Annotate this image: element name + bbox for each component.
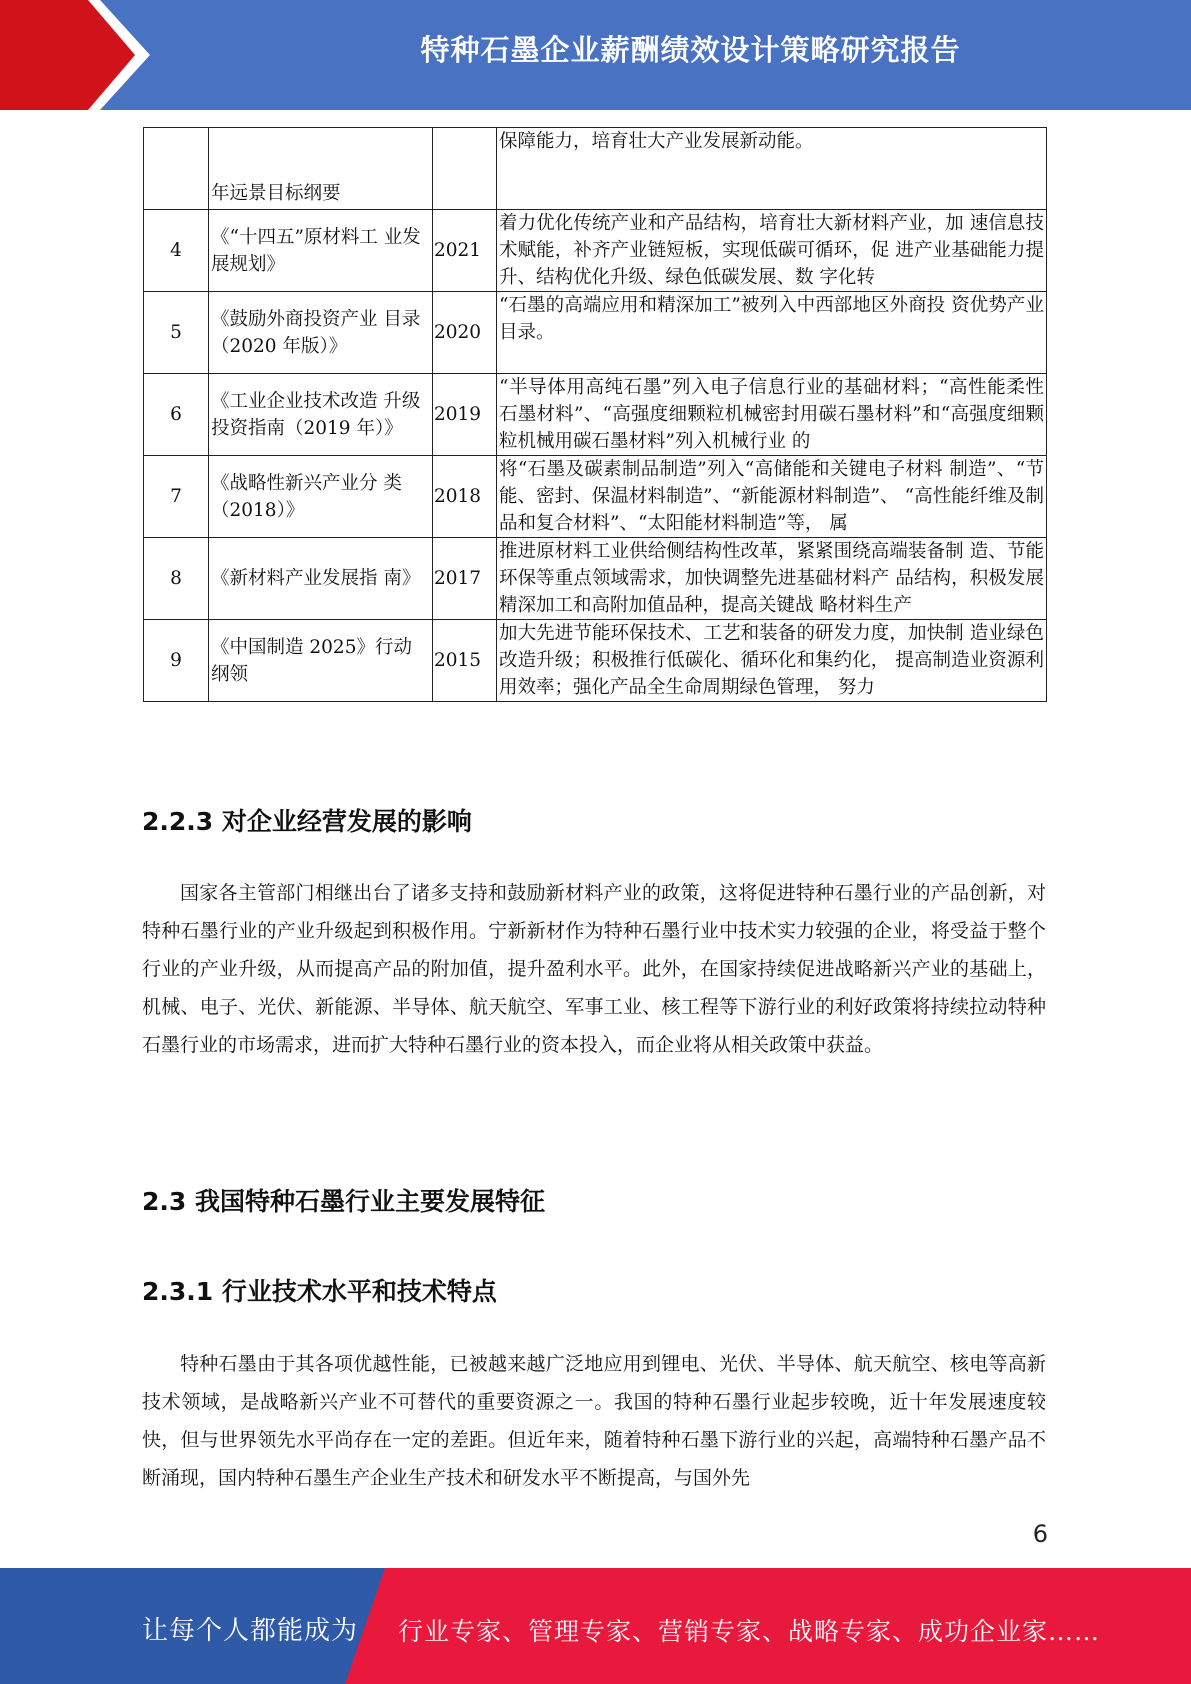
table-row (144, 128, 1047, 210)
table-cell-desc (497, 456, 1047, 538)
table-cell-num (144, 292, 209, 374)
table-cell-year (433, 292, 497, 374)
table-cell-name (209, 538, 433, 620)
table-row (144, 620, 1047, 702)
table-cell-text: “石墨的高端应用和精深加工”被列入中西部地区外商投 资优势产业目录。 (499, 295, 1044, 343)
report-title: 特种石墨企业薪酬绩效设计策略研究报告 (420, 33, 961, 67)
table-cell-text: 推进原材料工业供给侧结构性改革，紧紧围绕高端装备制 造、节能环保等重点领域需求，加快调整先进基础材料产 品结构，积极发展精深加工和高附加值品种，提高关键战 略材料生产 (499, 541, 1044, 616)
table-cell-num (144, 538, 209, 620)
table-cell-year (433, 210, 497, 292)
table-cell-name (209, 374, 433, 456)
section-heading-2-3-1: 2.3.1 行业技术水平和技术特点 (142, 1277, 497, 1306)
table-row (144, 292, 1047, 374)
table-cell-text: 9 (170, 650, 182, 671)
table-cell-text: 加大先进节能环保技术、工艺和装备的研发力度，加快制 造业绿色改造升级；积极推行低碳化、循环化和集约化， 提高制造业资源利用效率；强化产品全生命周期绿色管理， 努力 (499, 623, 1044, 698)
table-cell-year (433, 620, 497, 702)
table-row (144, 538, 1047, 620)
section-heading-2-3: 2.3 我国特种石墨行业主要发展特征 (142, 1187, 545, 1216)
table-cell-name (209, 210, 433, 292)
table-cell-desc (497, 292, 1047, 374)
table-cell-text: 2019 (434, 404, 482, 425)
page-header (0, 0, 1191, 110)
table-cell-text: 2018 (434, 486, 482, 507)
table-cell-desc (497, 374, 1047, 456)
table-cell-text: 《“十四五”原材料工 业发展规划》 (211, 226, 421, 275)
table-cell-text: 将“石墨及碳素制品制造”列入“高储能和关键电子材料 制造”、“节能、密封、保温材料制造”、“新能源材料制造”、 “高性能纤维及制品和复合材料”、“太阳能材料制造”等， 属 (499, 459, 1044, 534)
table-row (144, 374, 1047, 456)
table-cell-text: 6 (170, 404, 182, 425)
table-cell-num (144, 128, 209, 210)
table-cell-text: 《工业企业技术改造 升级投资指南（2019 年）》 (211, 390, 421, 439)
table-cell-text: 《新材料产业发展指 南》 (211, 568, 421, 589)
table-cell-text: 2017 (434, 568, 482, 589)
table-cell-year (433, 128, 497, 210)
table-cell-name (209, 292, 433, 374)
table-cell-text: 4 (170, 240, 182, 261)
page-number: 6 (1032, 1520, 1048, 1548)
table-cell-num (144, 456, 209, 538)
table-cell-desc (497, 538, 1047, 620)
section-heading-2-2-3: 2.2.3 对企业经营发展的影响 (142, 807, 472, 836)
table-cell-text: “半导体用高纯石墨”列入电子信息行业的基础材料；“高性能柔性石墨材料”、“高强度细颗粒机械密封用碳石墨材料”和“高强度细颗粒机械用碳石墨材料”列入机械行业 的 (499, 377, 1044, 452)
table-cell-text: 《战略性新兴产业分 类（2018）》 (211, 472, 402, 521)
section-2-2-3-paragraph: 国家各主管部门相继出台了诸多支持和鼓励新材料产业的政策，这将促进特种石墨行业的产品创新，对特种石墨行业的产业升级起到积极作用。宁新新材作为特种石墨行业中技术实力较强的企业，将受益于整个行业的产业升级，从而提高产品的附加值，提升盈利水平。此外，在国家持续促进战略新兴产业的基础上，机械、电子、光伏、新能源、半导体、航天航空、军事工业、核工程等下游行业的利好政策将持续拉动特种石墨行业的市场需求，进而扩大特种石墨行业的资本投入，而企业将从相关政策中获益。 (142, 882, 1046, 1056)
table-cell-num (144, 210, 209, 292)
table-cell-text: 2015 (434, 650, 482, 671)
table-cell-desc (497, 620, 1047, 702)
table-cell-year (433, 538, 497, 620)
footer-slogan-right: 行业专家、管理专家、营销专家、战略专家、成功企业家…… (398, 1617, 1101, 1646)
page-footer (0, 1568, 1191, 1684)
table-row (144, 210, 1047, 292)
table-cell-text: 《中国制造 2025》行动 纲领 (211, 636, 412, 685)
header-red-arrow-decoration (0, 0, 160, 110)
section-2-3-1-paragraph: 特种石墨由于其各项优越性能，已被越来越广泛地应用到锂电、光伏、半导体、航天航空、核电等高新技术领域，是战略新兴产业不可替代的重要资源之一。我国的特种石墨行业起步较晚，近十年发展速度较快，但与世界领先水平尚存在一定的差距。但近年来，随着特种石墨下游行业的兴起，高端特种石墨产品不断涌现，国内特种石墨生产企业生产技术和研发水平不断提高，与国外先 (142, 1353, 1046, 1489)
table-cell-text: 2021 (434, 240, 482, 261)
table-cell-name (209, 128, 433, 210)
footer-slogan-left: 让每个人都能成为 (142, 1616, 359, 1646)
table-row (144, 456, 1047, 538)
table-cell-year (433, 374, 497, 456)
table-cell-text: 保障能力，培育壮大产业发展新动能。 (499, 131, 814, 152)
table-cell-text: 《鼓励外商投资产业 目录（2020 年版）》 (211, 308, 421, 357)
table-cell-num (144, 620, 209, 702)
table-cell-text: 8 (170, 568, 182, 589)
table-cell-text: 7 (170, 486, 182, 507)
table-cell-year (433, 456, 497, 538)
table-cell-name (209, 620, 433, 702)
table-cell-text: 年远景目标纲要 (211, 183, 341, 204)
policy-table (143, 127, 1047, 702)
table-cell-text: 5 (170, 322, 182, 343)
table-cell-num (144, 374, 209, 456)
table-cell-desc (497, 128, 1047, 210)
table-cell-desc (497, 210, 1047, 292)
table-cell-text: 2020 (434, 322, 482, 343)
table-cell-text: 着力优化传统产业和产品结构，培育壮大新材料产业，加 速信息技术赋能，补齐产业链短板，实现低碳可循环，促 进产业基础能力提升、结构优化升级、绿色低碳发展、数 字化转 (499, 213, 1044, 288)
table-cell-name (209, 456, 433, 538)
